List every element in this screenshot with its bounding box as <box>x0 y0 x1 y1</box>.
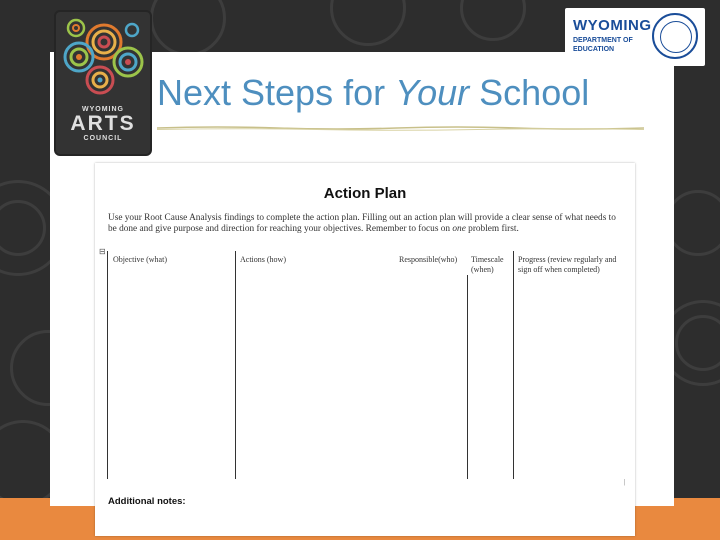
column-header-objective: Objective (what) <box>113 255 167 264</box>
table-column-divider <box>107 251 108 479</box>
department-logo-subtitle: DEPARTMENT OF EDUCATION <box>573 37 633 53</box>
title-underline <box>157 125 644 131</box>
arts-council-logo-bottom-text: COUNCIL <box>83 135 123 142</box>
arts-council-logo-main-text: ARTS <box>70 112 136 135</box>
background-swirl <box>460 0 526 41</box>
state-seal-icon <box>652 13 698 59</box>
slide-title: Next Steps for Your School <box>157 72 590 113</box>
table-column-divider <box>513 251 514 479</box>
document-heading: Action Plan <box>323 185 407 202</box>
arts-council-logo <box>56 12 150 154</box>
column-header-timescale: Timescale (when) <box>471 255 504 274</box>
column-header-responsible: Responsible(who) <box>399 255 458 264</box>
department-logo-name: WYOMING <box>573 17 652 34</box>
table-anchor-icon: ⊟ <box>99 247 106 256</box>
action-plan-table <box>107 251 625 479</box>
background-swirl <box>150 0 226 56</box>
slide-title-emphasis: Your <box>395 72 470 113</box>
action-plan-document <box>95 163 635 536</box>
additional-notes-label: Additional notes: <box>108 496 186 507</box>
column-header-progress: Progress (review regularly and sign off when completed) <box>518 255 617 274</box>
table-column-divider <box>467 275 468 479</box>
concentric-circles-icon <box>56 12 150 106</box>
arts-council-logo-top-text: WYOMING <box>82 106 124 113</box>
department-of-education-logo <box>565 8 705 66</box>
table-edge-mark: | <box>624 478 626 486</box>
column-header-actions: Actions (how) <box>240 255 286 264</box>
document-instructions: Use your Root Cause Analysis findings to complete the action plan. Filling out an action plan will provide a clear sense of what needs to be done and give purpose and direction for reaching your objectives. Remember to focus on one problem first. <box>108 213 616 234</box>
background-swirl <box>330 0 406 46</box>
table-column-divider <box>235 251 236 479</box>
